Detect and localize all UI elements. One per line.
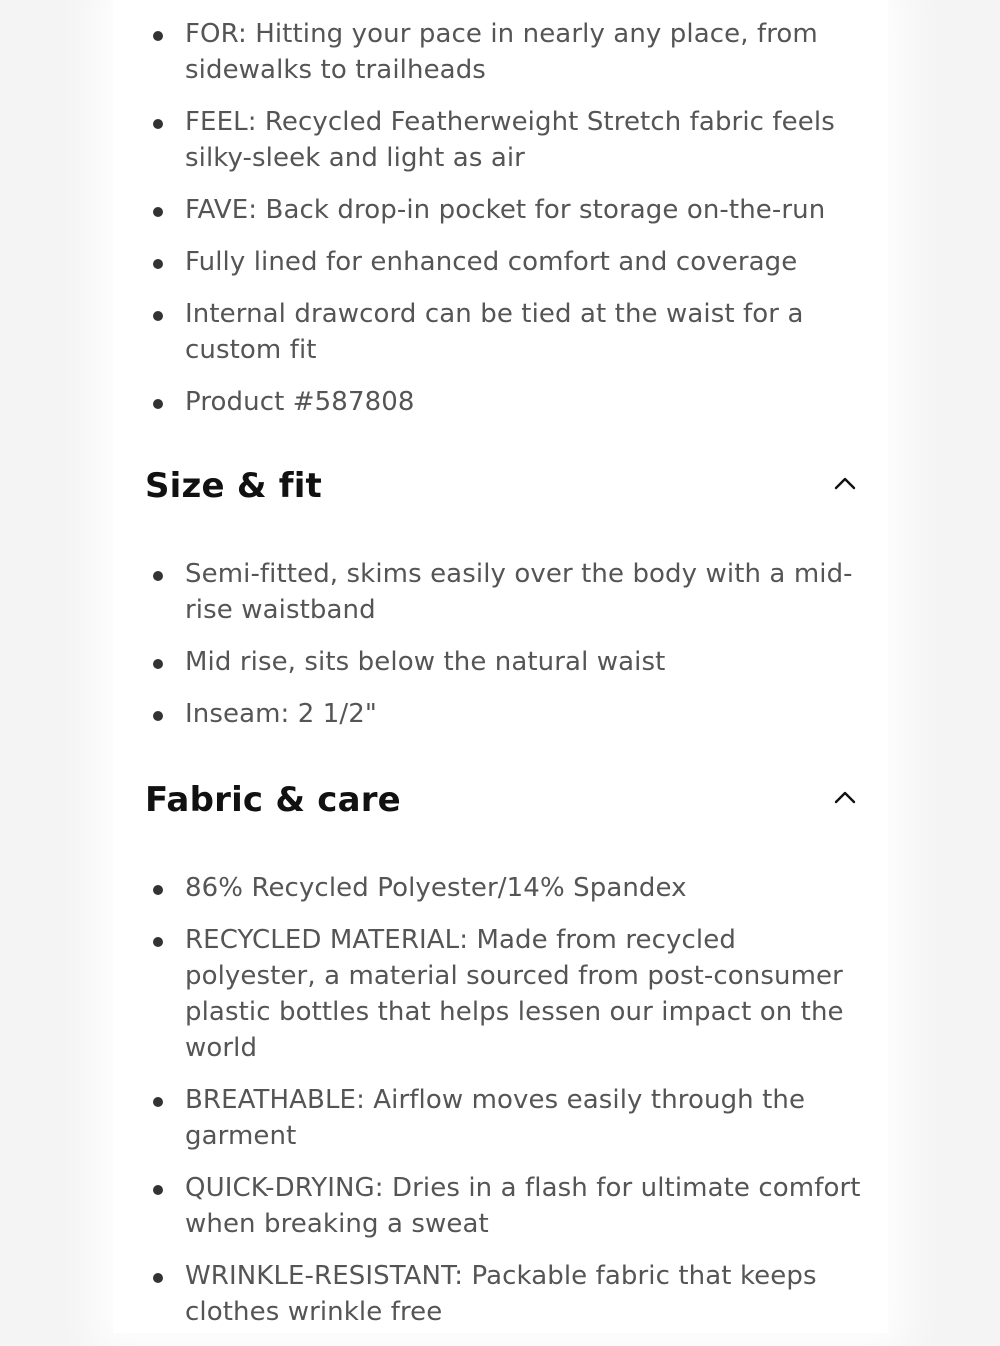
bullet-dot [153, 659, 163, 669]
list-item [113, 556, 888, 628]
list-item-text: Semi-fitted, skims easily over the body with a mid-rise waistband [185, 559, 853, 625]
list-item-text: WRINKLE-RESISTANT: Packable fabric that keeps clothes wrinkle free [185, 1261, 817, 1327]
bullet-dot [153, 311, 163, 321]
product-details-panel [113, 0, 888, 1333]
list-item [113, 192, 888, 228]
fabric-care-list [113, 870, 888, 1346]
bullet-dot [153, 1273, 163, 1283]
list-item [113, 104, 888, 176]
list-item-text: FEEL: Recycled Featherweight Stretch fabric feels silky-sleek and light as air [185, 107, 835, 173]
bullet-dot [153, 571, 163, 581]
size-fit-list [113, 556, 888, 748]
list-item-text: Product #587808 [185, 387, 415, 417]
fabric-care-title: Fabric & care [145, 780, 401, 820]
list-item-text: 86% Recycled Polyester/14% Spandex [185, 873, 687, 903]
bullet-dot [153, 259, 163, 269]
list-item [113, 644, 888, 680]
bullet-dot [153, 1097, 163, 1107]
size-fit-header[interactable] [113, 458, 888, 518]
bullet-dot [153, 1185, 163, 1195]
size-fit-title: Size & fit [145, 466, 323, 506]
list-item [113, 1082, 888, 1154]
chevron-up-icon[interactable] [832, 470, 858, 496]
chevron-up-icon[interactable] [832, 784, 858, 810]
list-item-text: Internal drawcord can be tied at the waist for a custom fit [185, 299, 804, 365]
list-item-text: Mid rise, sits below the natural waist [185, 647, 666, 677]
bullet-dot [153, 399, 163, 409]
list-item-text: Fully lined for enhanced comfort and coverage [185, 247, 798, 277]
list-item [113, 696, 888, 732]
list-item [113, 1170, 888, 1242]
list-item-text: Inseam: 2 1/2" [185, 699, 377, 729]
list-item [113, 870, 888, 906]
fabric-care-header[interactable] [113, 772, 888, 832]
list-item [113, 244, 888, 280]
list-item-text: RECYCLED MATERIAL: Made from recycled polyester, a material sourced from post-consumer plastic bottles that helps lessen our impact on the world [185, 925, 844, 1063]
bullet-dot [153, 937, 163, 947]
list-item-text: FAVE: Back drop-in pocket for storage on-the-run [185, 195, 826, 225]
bullet-dot [153, 207, 163, 217]
list-item [113, 922, 888, 1066]
list-item-text: BREATHABLE: Airflow moves easily through the garment [185, 1085, 806, 1151]
list-item [113, 1258, 888, 1330]
list-item-text: QUICK-DRYING: Dries in a flash for ultimate comfort when breaking a sweat [185, 1173, 861, 1239]
bullet-dot [153, 119, 163, 129]
details-list [113, 16, 888, 436]
list-item [113, 384, 888, 420]
list-item [113, 16, 888, 88]
bullet-dot [153, 885, 163, 895]
bullet-dot [153, 31, 163, 41]
bullet-dot [153, 711, 163, 721]
list-item [113, 296, 888, 368]
list-item-text: FOR: Hitting your pace in nearly any place, from sidewalks to trailheads [185, 19, 818, 85]
